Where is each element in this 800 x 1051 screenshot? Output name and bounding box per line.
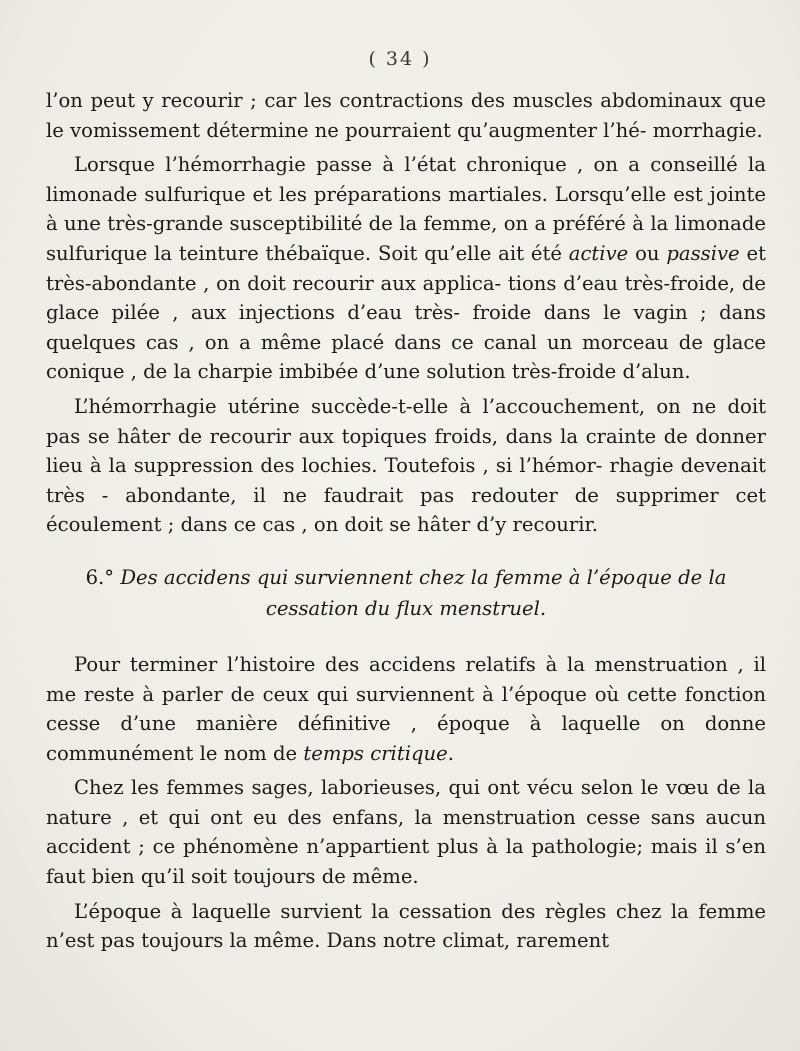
paragraph-postpartum-hemorrhage: L’hémorrhagie utérine succède-t-elle à l’accouchement, on ne doit pas se hâter de recourir aux topiques froids, dans la crainte de donner lieu à la suppression des lochies. Toutefois , si l’hémor- rhagie devenait très - abondante, il ne faudrait pas redouter de supprimer cet écoulement ; dans ce cas , on doit se hâter d’y recourir. xyxy=(46,394,766,537)
section-title-part-2: cessation du flux menstruel. xyxy=(265,596,547,620)
paragraph-text: ou xyxy=(628,241,667,265)
paragraph-chronic-hemorrhage xyxy=(46,150,766,387)
italic-term-active: active xyxy=(568,241,629,265)
paragraph-text: Lorsque l’hémorrhagie passe à l’état chronique , on a conseillé la limonade sulfurique et les préparations martiales. Lorsqu’elle est jointe à une très-grande susceptibilité de la femme, on a préféré à la limonade sulfurique la teinture thébaïque. Soit qu’elle ait été xyxy=(46,153,766,265)
page-number: ( 34 ) xyxy=(368,48,432,70)
section-number: 6.° xyxy=(85,565,115,589)
paragraph-text: Pour terminer l’histoire des accidens relatifs à la menstruation , il me reste à parler de ceux qui surviennent à l’époque où cette fonction cesse d’une manière définitive , époque à laquelle on donne communément le nom de xyxy=(46,652,766,765)
page-body xyxy=(46,86,766,956)
section-heading-line-1 xyxy=(46,562,766,593)
section-title-part-1: Des accidens qui surviennent chez la femme à l’époque de la xyxy=(120,565,727,589)
paragraph-critical-time xyxy=(46,650,766,768)
italic-term-passive: passive xyxy=(666,241,740,265)
italic-term-temps-critique: temps critique xyxy=(303,741,448,765)
section-heading xyxy=(46,562,766,624)
paragraph-hemorrhage-vomiting: l’on peut y recourir ; car les contractions des muscles abdominaux que le vomissement détermine ne pourraient qu’augmenter l’hé- morrhagie. xyxy=(46,89,766,142)
paragraph-age-of-cessation: L’époque à laquelle survient la cessation des règles chez la femme n’est pas toujours la même. Dans notre climat, rarement xyxy=(46,899,766,953)
paragraph-text: et très-abondante , on doit recourir aux applica- tions d’eau très-froide, de glace pilée , aux injections d’eau très- froide dans le vagin ; dans quelques cas , on a même placé dans ce canal un morceau de glace conique , de la charpie imbibée d’une solution très-froide d’alun. xyxy=(46,241,767,384)
paragraph-text: . xyxy=(447,741,454,765)
paragraph-wise-women: Chez les femmes sages, laborieuses, qui ont vécu selon le vœu de la nature , et qui ont eu des enfans, la menstruation cesse sans aucun accident ; ce phénomène n’appartient plus à la pathologie; mais il s’en faut bien qu’il soit toujours de même. xyxy=(46,776,766,889)
